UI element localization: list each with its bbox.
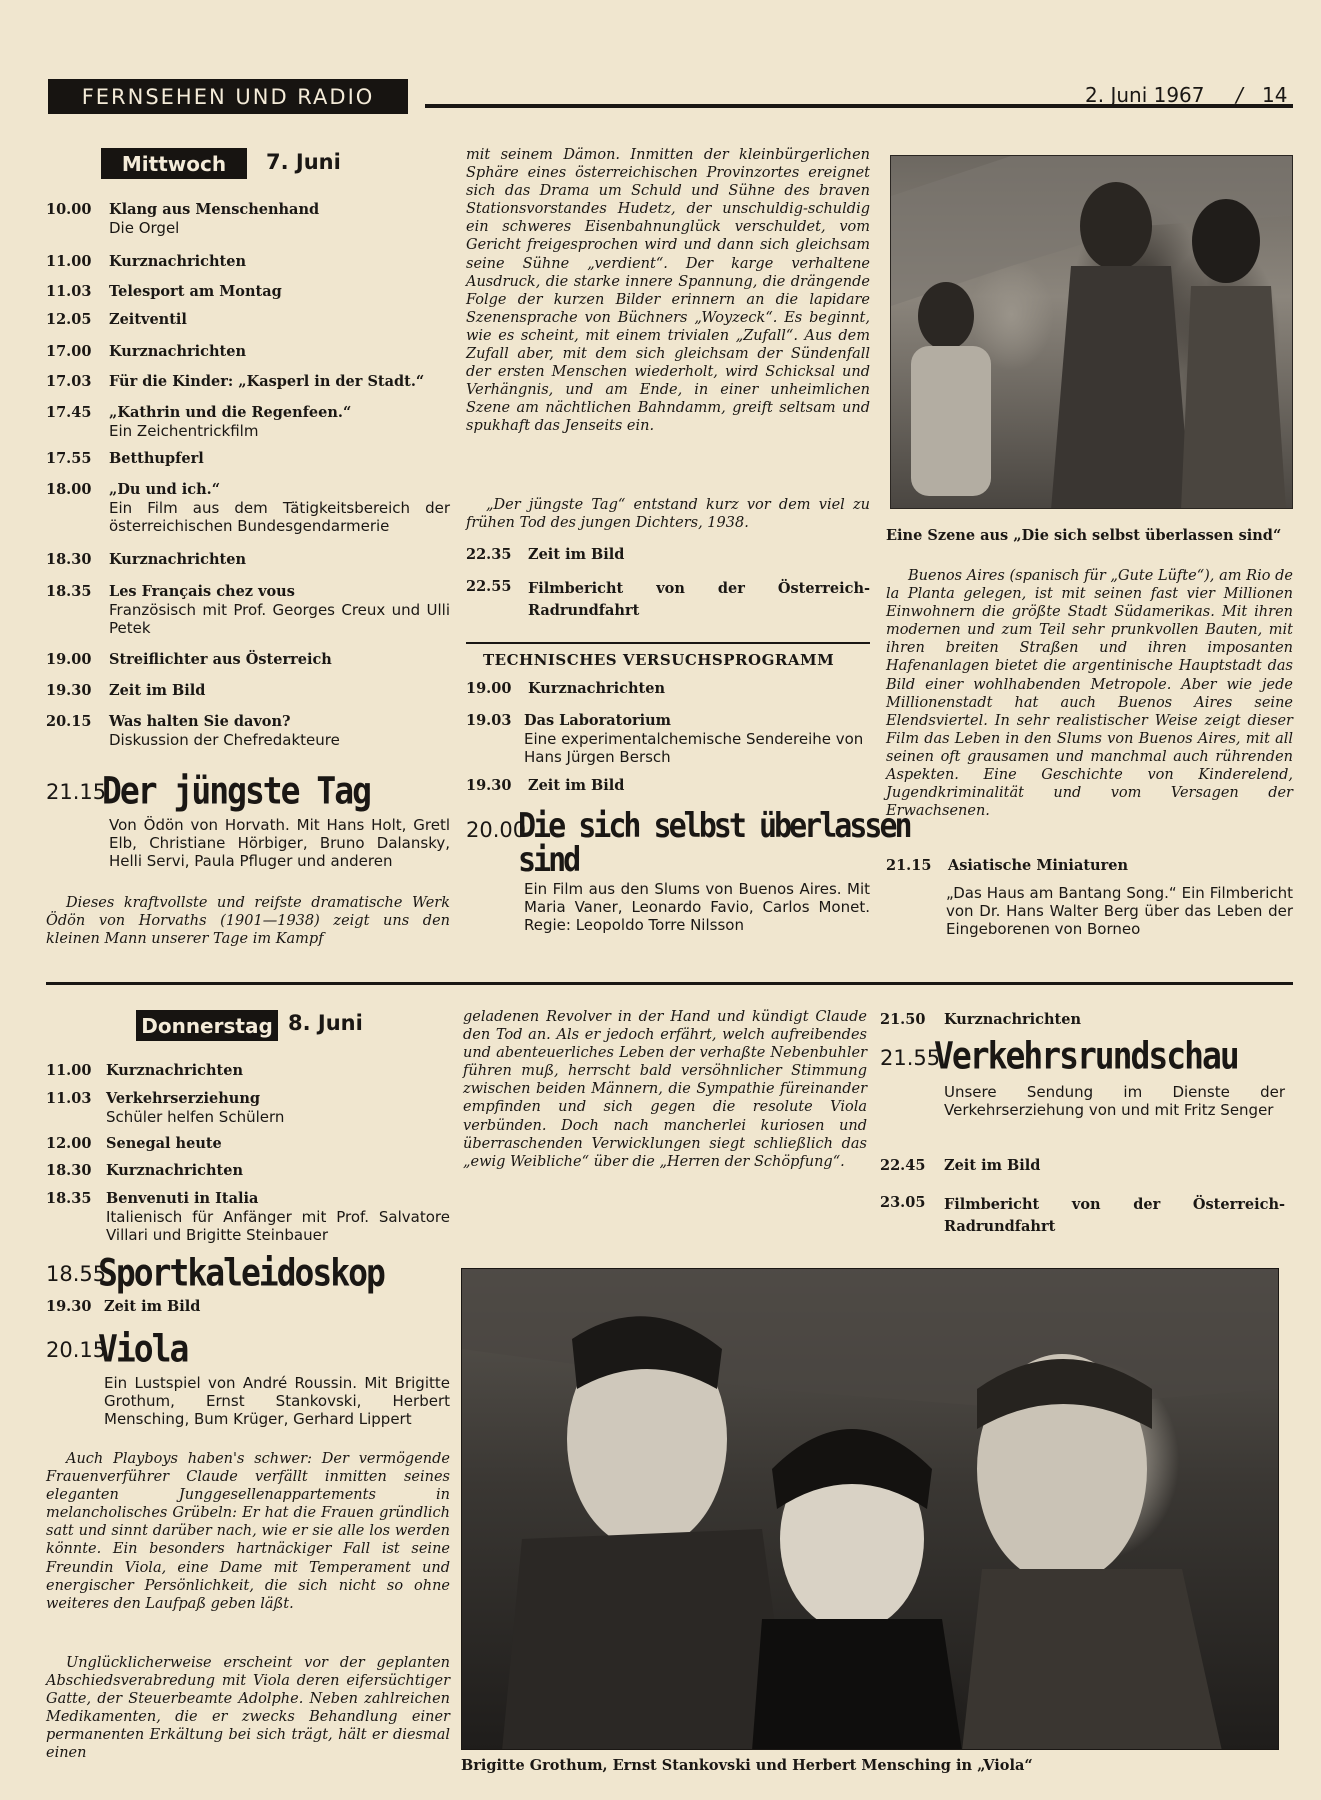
tech-highlight-description: Ein Film aus den Slums von Buenos Aires. Mit Maria Vaner, Leonardo Favio, Carlos Monet. Regie: Leopoldo Torre Nilsson xyxy=(524,880,870,934)
sport-title: Sportkaleidoskop xyxy=(98,1250,384,1295)
highlight-time: 21.15 xyxy=(46,780,107,804)
highlight-review-continued: mit seinem Dämon. Inmitten der kleinbürgerlichen Sphäre eines österreichischen Provinzortes ereignet sich das Drama um Schuld und Sühne des braven Stationsvorstandes Hudetz, der unschuldig-schuldig ein schweres Eisenbahnunglück verschuldet, vom Gericht freigesprochen wird und dann sich gleichsam seine Sühne „verdient“. Der karge verhaltene Ausdruck, die starke innere Spannung, die drängende Folge der kurzen Bilder erinnern an die lapidare Szenensprache von Büchners „Woyzeck“. Es beginnt, wie es scheint, mit einem trivialen „Zufall“. Aus dem Zufall aber, mit dem sich gleichsam der Sündenfall der ersten Menschen wiederholt, wird Schicksal und Verhängnis, und am Ende, in einer unheimlichen Szene am nächtlichen Bahndamm, greift seltsam und spukhaft das Jenseits ein. xyxy=(466,147,870,435)
day-label-thursday: Donnerstag xyxy=(136,1010,278,1041)
program-time: 17.45 xyxy=(46,404,92,421)
viola-review-part1: Auch Playboys haben's schwer: Der vermögende Frauenverführer Claude verfällt inmitten seines eleganten Junggesellenappartements in melancholisches Grübeln: Er hat die Frauen gründlich satt und sinnt darüber nach, wie er sie alle los werden könnte. Ein besonders hartnäckiger Fall ist seine Freundin Viola, eine Dame mit Temperament und energischer Persönlichkeit, die sich nicht so ohne weiteres den Laufpaß geben läßt. xyxy=(46,1451,450,1612)
date-wednesday: 7. Juni xyxy=(266,150,341,174)
program-title: Kurznachrichten xyxy=(109,343,246,360)
program-time: 12.05 xyxy=(46,311,92,328)
photo-caption: Eine Szene aus „Die sich selbst überlassen sind“ xyxy=(886,527,1282,544)
photo-caption: Brigitte Grothum, Ernst Stankovski und Herbert Mensching in „Viola“ xyxy=(461,1757,1033,1774)
program-time: 18.00 xyxy=(46,481,92,498)
viola-review-part2: Unglücklicherweise erscheint vor der geplanten Abschiedsverabredung mit Viola deren eifersüchtiger Gatte, der Steuerbeamte Adolphe. Neben zahlreichen Medikamenten, die er zwecks Behandlung einer permanenten Erkältung bei sich trägt, hält er diesmal einen xyxy=(46,1655,450,1762)
program-time: 19.30 xyxy=(46,682,92,699)
traffic-time: 21.55 xyxy=(880,1046,941,1070)
viola-scene-illustration xyxy=(462,1269,1279,1750)
program-time: 19.30 xyxy=(466,777,512,794)
tech-program-heading: TECHNISCHES VERSUCHSPROGRAMM xyxy=(483,651,835,669)
program-time: 19.00 xyxy=(466,680,512,697)
traffic-description: Unsere Sendung im Dienste der Verkehrserziehung von und mit Fritz Senger xyxy=(944,1083,1285,1119)
program-title: Klang aus Menschenhand xyxy=(109,201,320,218)
program-title: Filmbericht von der Österreich-Radrundfahrt xyxy=(528,580,870,619)
program-time: 22.55 xyxy=(466,578,512,595)
viola-time: 20.15 xyxy=(46,1338,107,1362)
program-title: Streiflichter aus Österreich xyxy=(109,651,332,668)
date-thursday: 8. Juni xyxy=(288,1011,363,1035)
program-title: Kurznachrichten xyxy=(528,680,665,697)
program-time: 22.45 xyxy=(880,1157,926,1174)
sport-time: 18.55 xyxy=(46,1262,107,1286)
highlight-review-end: „Der jüngste Tag“ entstand kurz vor dem viel zu frühen Tod des jungen Dichters, 1938. xyxy=(466,497,870,532)
program-title: Benvenuti in Italia xyxy=(106,1190,259,1207)
section-divider xyxy=(46,982,1293,985)
program-title: „Du und ich.“ xyxy=(109,481,221,498)
program-time: 19.30 xyxy=(46,1298,92,1315)
program-title: Zeit im Bild xyxy=(104,1298,201,1315)
program-description: Französisch mit Prof. Georges Creux und Ulli Petek xyxy=(109,601,450,637)
film-scene-illustration xyxy=(891,156,1293,509)
program-title: Kurznachrichten xyxy=(106,1162,243,1179)
program-time: 18.30 xyxy=(46,551,92,568)
program-title: Verkehrserziehung xyxy=(106,1090,260,1107)
program-title: Zeit im Bild xyxy=(109,682,206,699)
program-title: „Kathrin und die Regenfeen.“ xyxy=(109,404,352,421)
program-title: Das Laboratorium xyxy=(524,712,672,729)
program-time: 17.03 xyxy=(46,373,92,390)
highlight-cast: Von Ödön von Horvath. Mit Hans Holt, Gretl Elb, Christiane Hörbiger, Bruno Dalansky, Helli Servi, Paula Pfluger und anderen xyxy=(109,816,450,870)
program-time: 20.15 xyxy=(46,713,92,730)
program-title: Kurznachrichten xyxy=(109,551,246,568)
section-title: FERNSEHEN UND RADIO xyxy=(48,79,408,114)
tech-highlight-title: Die sich selbst überlassen xyxy=(518,806,910,847)
program-time: 19.03 xyxy=(466,712,512,729)
viola-title: Viola xyxy=(98,1326,188,1371)
tech-highlight-title-line2: sind xyxy=(518,840,579,881)
program-title: Was halten Sie davon? xyxy=(109,713,291,730)
program-title: Zeit im Bild xyxy=(528,777,625,794)
program-time: 23.05 xyxy=(880,1194,926,1211)
program-title: Für die Kinder: „Kasperl in der Stadt.“ xyxy=(109,373,425,390)
traffic-title: Verkehrsrundschau xyxy=(934,1033,1238,1078)
program-time: 21.15 xyxy=(886,857,932,874)
program-title: Senegal heute xyxy=(106,1135,222,1152)
program-title: Betthupferl xyxy=(109,450,204,467)
program-description: „Das Haus am Bantang Song.“ Ein Filmbericht von Dr. Hans Walter Berg über das Leben der Eingeborenen von Borneo xyxy=(946,884,1293,938)
viola-photo xyxy=(461,1268,1279,1750)
program-time: 11.03 xyxy=(46,283,92,300)
section-rule xyxy=(466,642,870,644)
issue-date: 2. Juni 1967 xyxy=(1085,83,1205,107)
program-description: Eine experimentalchemische Sendereihe von Hans Jürgen Bersch xyxy=(524,730,864,766)
program-time: 18.35 xyxy=(46,1190,92,1207)
film-scene-photo xyxy=(890,155,1293,509)
program-description: Schüler helfen Schülern xyxy=(106,1108,285,1126)
program-time: 17.00 xyxy=(46,343,92,360)
program-time: 19.00 xyxy=(46,651,92,668)
program-time: 11.00 xyxy=(46,1062,92,1079)
program-description: Ein Film aus dem Tätigkeitsbereich der österreichischen Bundesgendarmerie xyxy=(109,499,450,535)
program-title: Kurznachrichten xyxy=(109,253,246,270)
program-time: 18.35 xyxy=(46,583,92,600)
program-time: 21.50 xyxy=(880,1011,926,1028)
program-description: Italienisch für Anfänger mit Prof. Salvatore Villari und Brigitte Steinbauer xyxy=(106,1208,450,1244)
program-time: 11.00 xyxy=(46,253,92,270)
program-time: 17.55 xyxy=(46,450,92,467)
day-label-wednesday: Mittwoch xyxy=(101,148,247,179)
page-number: 14 xyxy=(1262,83,1288,107)
highlight-title: Der jüngste Tag xyxy=(102,768,371,813)
program-title: Zeit im Bild xyxy=(528,546,625,563)
program-description: Ein Zeichentrickfilm xyxy=(109,422,259,440)
tech-highlight-time: 20.00 xyxy=(466,818,527,842)
program-title: Telesport am Montag xyxy=(109,283,282,300)
program-title: Zeitventil xyxy=(109,311,187,328)
program-description: Die Orgel xyxy=(109,219,180,237)
header-separator: / xyxy=(1236,83,1243,107)
program-title: Asiatische Miniaturen xyxy=(948,857,1128,874)
highlight-review-start: Dieses kraftvollste und reifste dramatische Werk Ödön von Horvaths (1901—1938) zeigt uns den kleinen Mann unserer Tage im Kampf xyxy=(46,895,450,948)
program-time: 11.03 xyxy=(46,1090,92,1107)
program-description: Diskussion der Chefredakteure xyxy=(109,731,340,749)
viola-review-part3: geladenen Revolver in der Hand und kündigt Claude den Tod an. Als er jedoch erfährt, welch aufreibendes und abenteuerliches Leben der verhaßte Nebenbuhler führen muß, herrscht bald versöhnlicher Stimmung zwischen beiden Männern, die Sympathie füreinander empfinden und sich gegen die resolute Viola verbünden. Doch nach mancherlei kuriosen und überraschenden Verwicklungen siegt schließlich das „ewig Weibliche“ über die „Herren der Schöpfung“. xyxy=(463,1009,867,1170)
program-title: Filmbericht von der Österreich-Radrundfahrt xyxy=(944,1196,1285,1235)
viola-cast: Ein Lustspiel von André Roussin. Mit Brigitte Grothum, Ernst Stankovski, Herbert Mensching, Bum Krüger, Gerhard Lippert xyxy=(104,1374,450,1428)
film-review: Buenos Aires (spanisch für „Gute Lüfte“), am Rio de la Planta gelegen, ist mit seinen fast vier Millionen Einwohnern die größte Stadt Südamerikas. Mit ihren modernen und zum Teil sehr prunkvollen Bauten, mit ihren breiten Straßen und ihren imposanten Hafenanlagen bietet die argentinische Hauptstadt das Bild einer wohlhabenden Metropole. Aber wie jede Millionenstadt hat auch Buenos Aires seine Elendsviertel. In sehr realistischer Weise zeigt dieser Film das Leben in den Slums von Buenos Aires, mit all seinen oft grausamen und manchmal auch rührenden Aspekten. Eine Geschichte von Kinderelend, Jugendkriminalität und vom Versagen der Erwachsenen. xyxy=(886,568,1293,820)
program-time: 18.30 xyxy=(46,1162,92,1179)
program-title: Kurznachrichten xyxy=(106,1062,243,1079)
program-time: 22.35 xyxy=(466,546,512,563)
program-title: Zeit im Bild xyxy=(944,1157,1041,1174)
program-title: Les Français chez vous xyxy=(109,583,295,600)
program-time: 10.00 xyxy=(46,201,92,218)
program-time: 12.00 xyxy=(46,1135,92,1152)
program-title: Kurznachrichten xyxy=(944,1011,1081,1028)
